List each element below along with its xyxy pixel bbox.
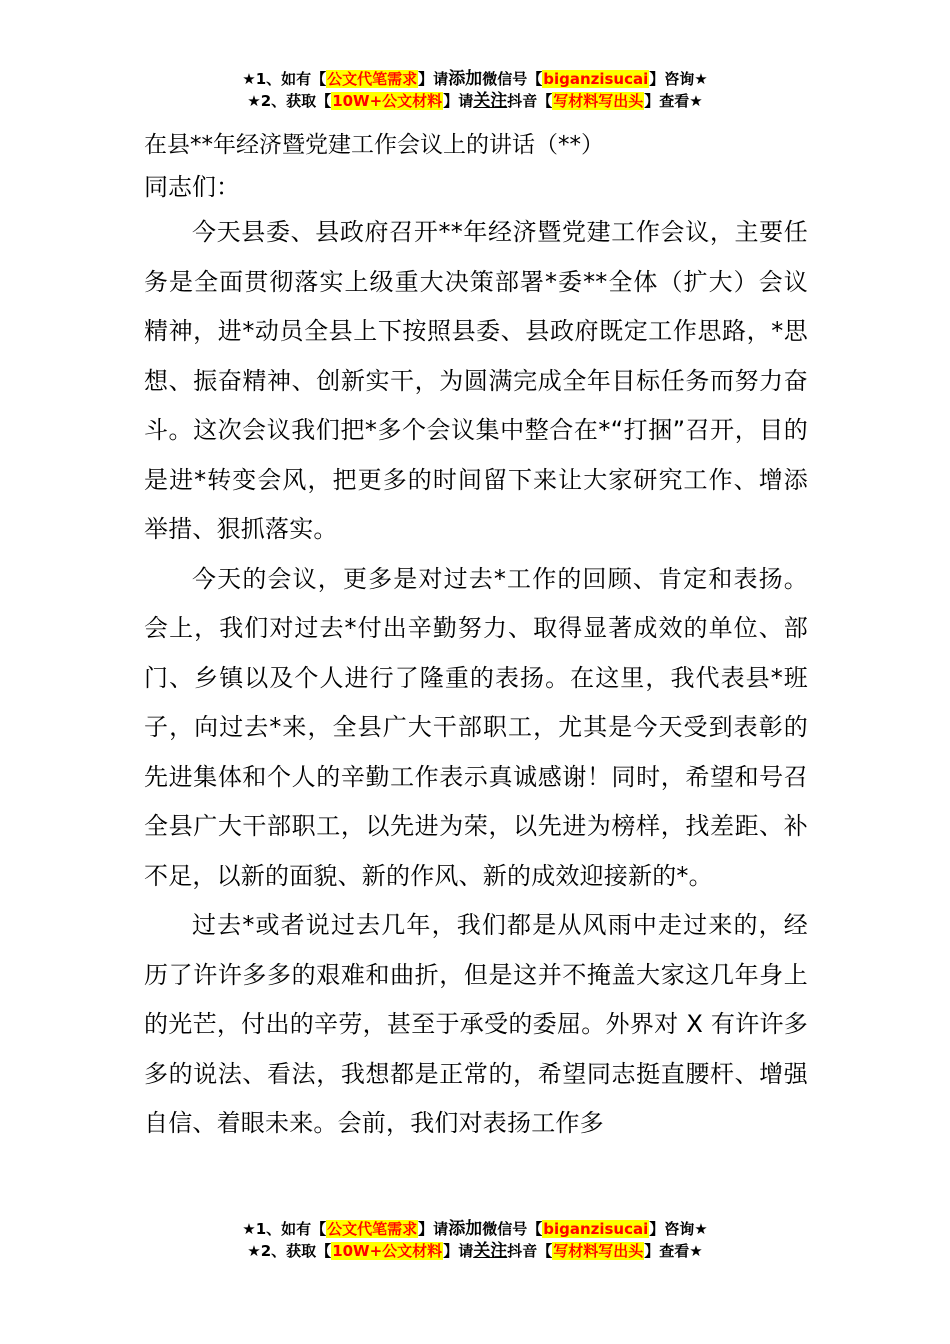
banner-highlight-wechat: biganzisucai xyxy=(543,1220,649,1238)
banner-text: 】请 xyxy=(443,1242,474,1260)
paragraph: 过去*或者说过去几年，我们都是从风雨中走过来的，经历了许许多多的艰难和曲折，但是这并不掩盖大家这几年身上的光芒，付出的辛劳，甚至于承受的委屈。外界对 X 有许许多多的说法、看法，我想都是正常的，希望同志挺直腰杆、增强自信、着眼未来。会前，我们对表扬工作多 xyxy=(144,911,808,1137)
banner-highlight-douyin: 写材料写出头 xyxy=(553,1242,644,1260)
banner-highlight: 公文代笔需求 xyxy=(327,70,418,88)
banner-text: 】咨询★ xyxy=(649,1220,708,1238)
bottom-banner xyxy=(0,1219,950,1263)
banner-text: 】请 xyxy=(443,92,474,110)
banner-text: 抖音【 xyxy=(507,92,553,110)
banner-text: 】咨询★ xyxy=(649,70,708,88)
banner-text: ★1、如有【 xyxy=(242,1220,327,1238)
banner-text: 抖音【 xyxy=(507,1242,553,1260)
banner-line-2 xyxy=(0,91,950,113)
document-title: 在县**年经济暨党建工作会议上的讲话（**） xyxy=(144,132,604,158)
banner-line-2 xyxy=(0,1241,950,1263)
banner-text: 】查看★ xyxy=(644,92,703,110)
banner-highlight: 10W+公文材料 xyxy=(332,92,443,110)
top-banner xyxy=(0,69,950,113)
banner-emphasis: 添加 xyxy=(448,1219,483,1239)
paragraph: 今天的会议，更多是对过去*工作的回顾、肯定和表扬。会上，我们对过去*付出辛勤努力、取得显著成效的单位、部门、乡镇以及个人进行了隆重的表扬。在这里，我代表县*班子，向过去*来，全县广大干部职工，尤其是今天受到表彰的先进集体和个人的辛勤工作表示真诚感谢！同时，希望和号召全县广大干部职工，以先进为荣，以先进为榜样，找差距、补不足，以新的面貌、新的作风、新的成效迎接新的*。 xyxy=(144,564,808,890)
banner-line-1 xyxy=(0,69,950,91)
banner-highlight-douyin: 写材料写出头 xyxy=(553,92,644,110)
paragraph: 今天县委、县政府召开**年经济暨党建工作会议，主要任务是全面贯彻落实上级重大决策部署*委**全体（扩大）会议精神，进*动员全县上下按照县委、县政府既定工作思路，*思想、振奋精神、创新实干，为圆满完成全年目标任务而努力奋斗。这次会议我们把*多个会议集中整合在*“打捆”召开，目的是进*转变会风，把更多的时间留下来让大家研究工作、增添举措、狠抓落实。 xyxy=(144,218,808,543)
banner-text: 】请 xyxy=(418,1220,449,1238)
banner-text: 微信号【 xyxy=(482,70,543,88)
banner-line-1 xyxy=(0,1219,950,1241)
banner-text: ★1、如有【 xyxy=(242,70,327,88)
banner-text: 】查看★ xyxy=(644,1242,703,1260)
banner-text: ★2、获取【 xyxy=(247,1242,332,1260)
banner-highlight: 10W+公文材料 xyxy=(332,1242,443,1260)
banner-highlight-wechat: biganzisucai xyxy=(543,70,649,88)
banner-text: 微信号【 xyxy=(482,1220,543,1238)
banner-text: ★2、获取【 xyxy=(247,92,332,110)
banner-text: 】请 xyxy=(418,70,449,88)
document-body xyxy=(144,128,808,1149)
banner-emphasis: 关注 xyxy=(473,91,508,111)
banner-emphasis: 添加 xyxy=(448,69,483,89)
salutation: 同志们： xyxy=(144,173,240,201)
banner-emphasis: 关注 xyxy=(473,1241,508,1261)
banner-highlight: 公文代笔需求 xyxy=(327,1220,418,1238)
